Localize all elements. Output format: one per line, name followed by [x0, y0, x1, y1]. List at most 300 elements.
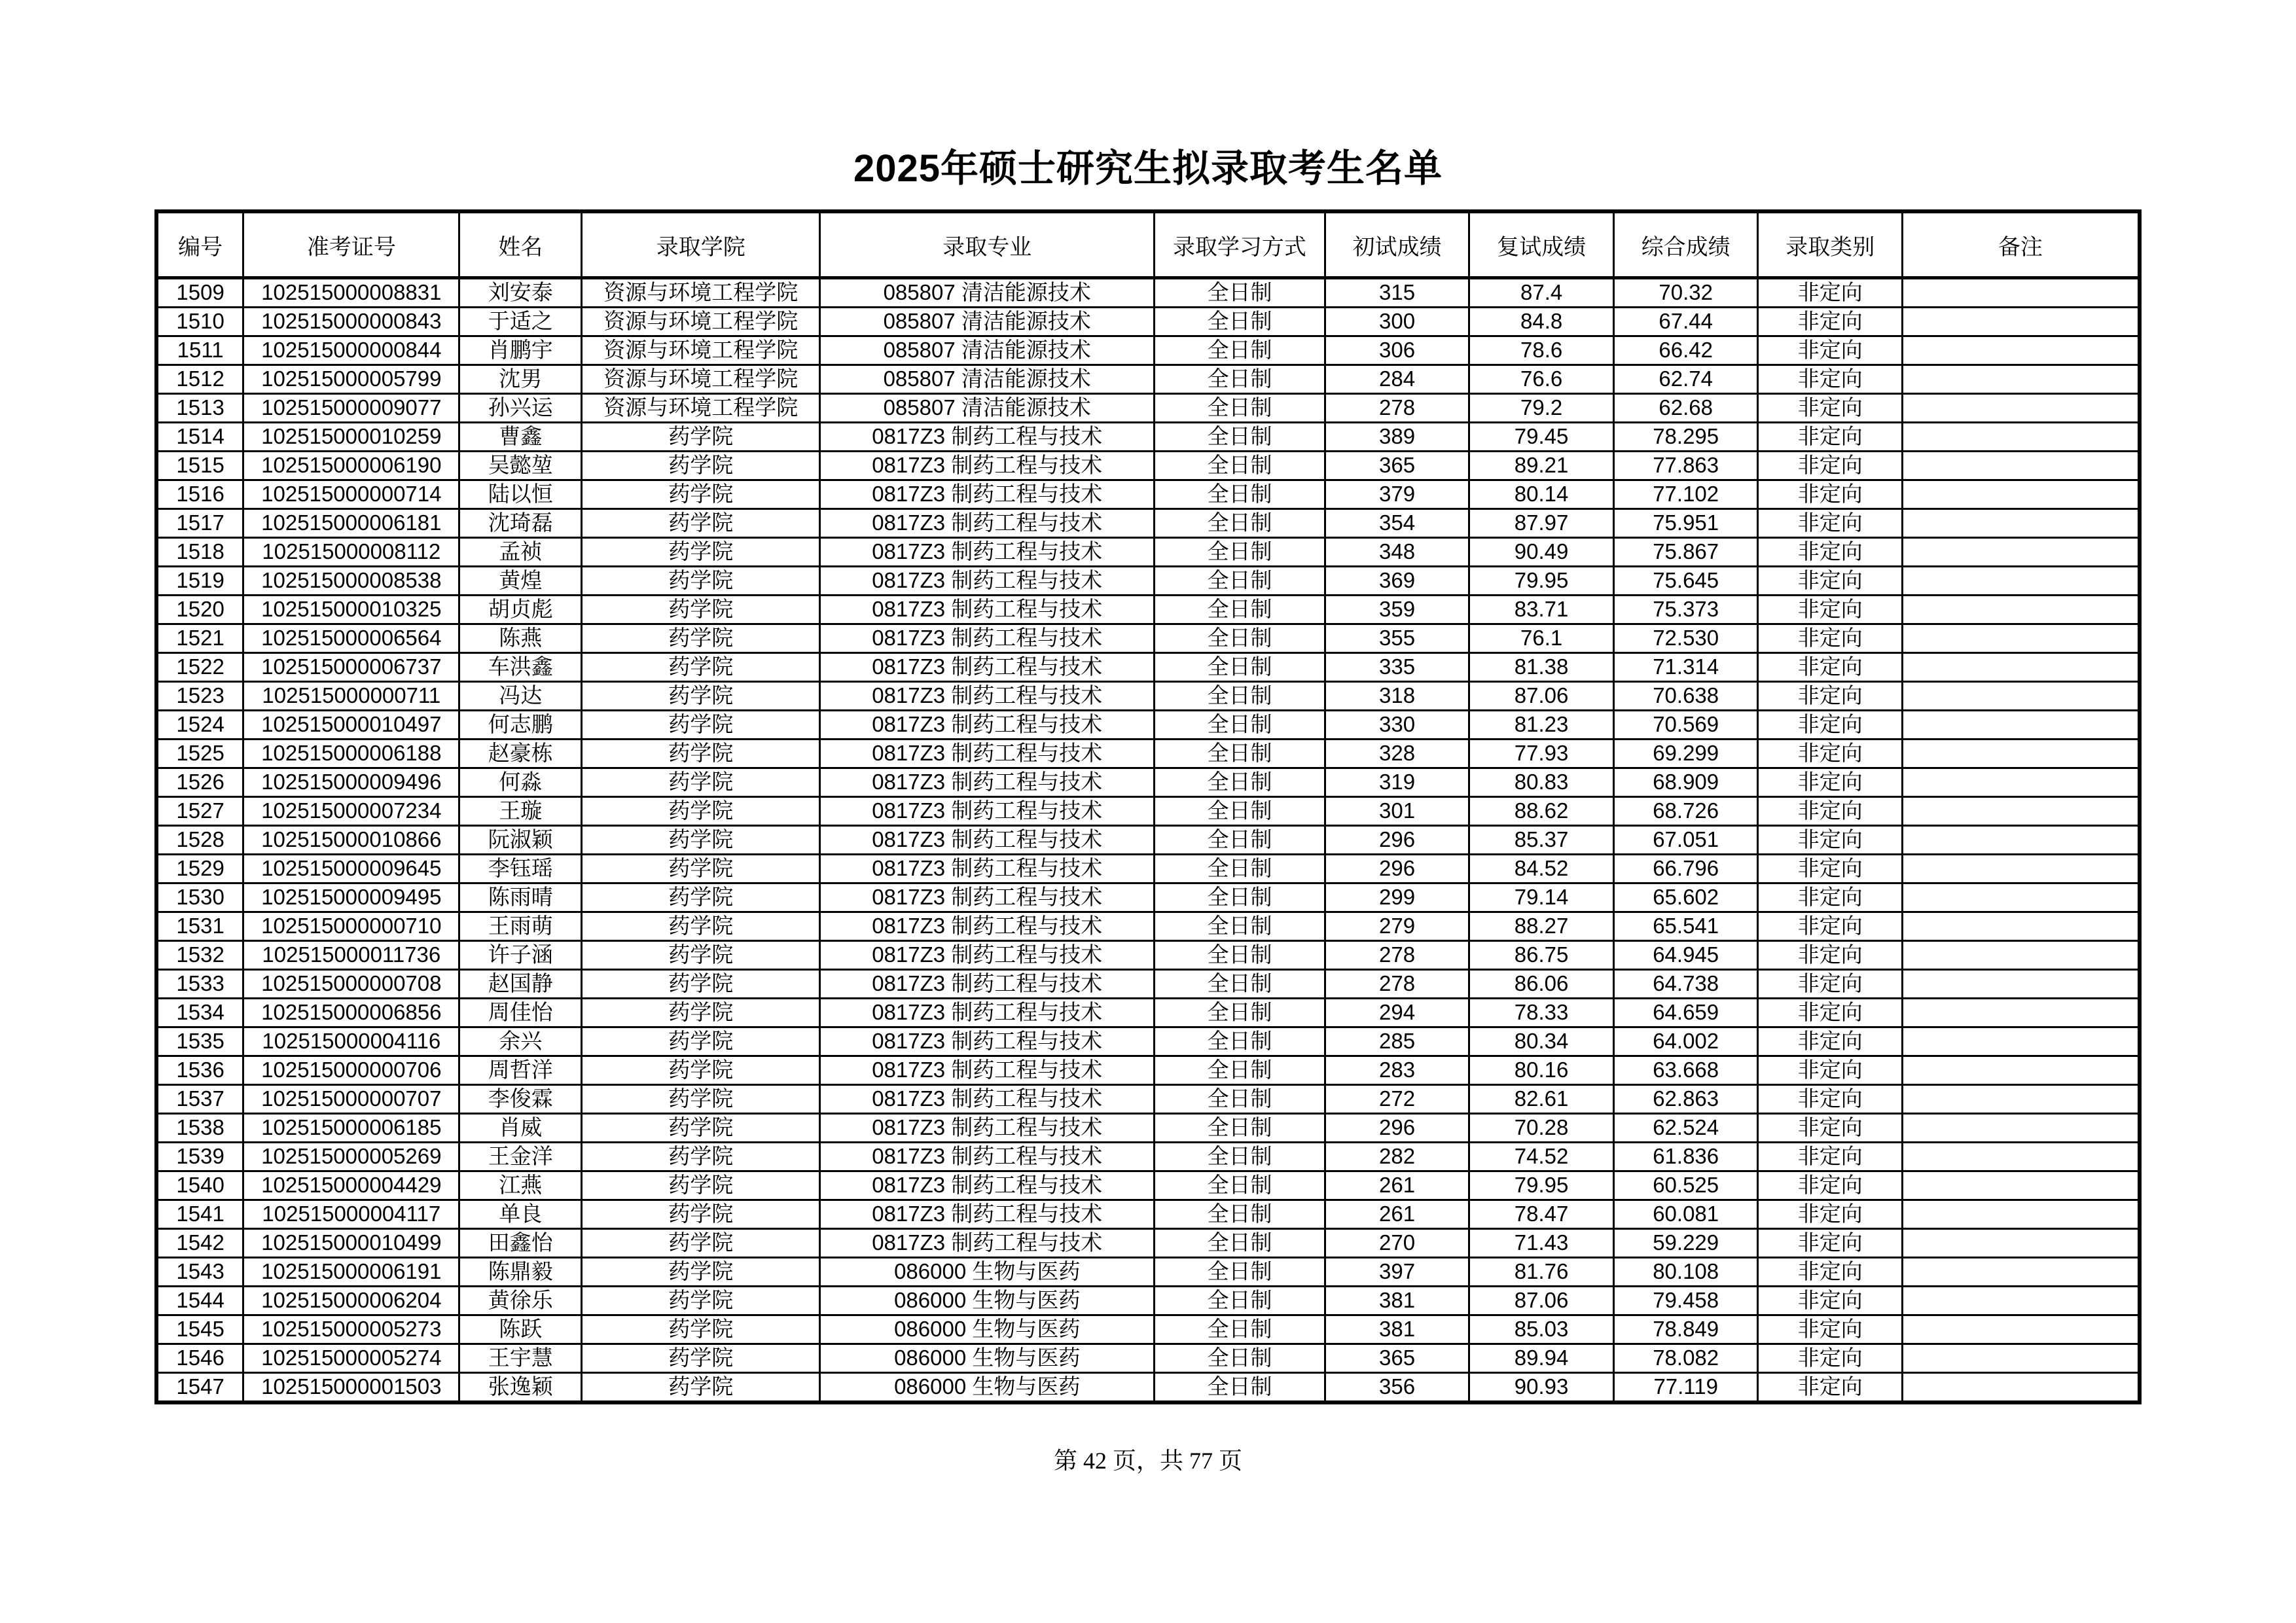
- table-cell: 90.93: [1469, 1373, 1614, 1403]
- table-cell: [1903, 480, 2140, 509]
- table-cell: [1903, 682, 2140, 711]
- table-cell: [1903, 423, 2140, 452]
- table-cell: 0817Z3 制药工程与技术: [820, 653, 1155, 682]
- table-cell: 086000 生物与医药: [820, 1373, 1155, 1403]
- table-cell: [1903, 1200, 2140, 1229]
- table-row: [156, 941, 2140, 970]
- table-cell: 药学院: [582, 1258, 820, 1287]
- table-cell: 王金洋: [459, 1143, 582, 1171]
- table-cell: 085807 清洁能源技术: [820, 278, 1155, 308]
- table-cell: 78.47: [1469, 1200, 1614, 1229]
- table-row: [156, 711, 2140, 740]
- table-cell: 282: [1325, 1143, 1469, 1171]
- table-cell: 102515000004116: [243, 1027, 459, 1056]
- table-cell: 0817Z3 制药工程与技术: [820, 912, 1155, 941]
- table-cell: 294: [1325, 999, 1469, 1027]
- table-cell: 药学院: [582, 970, 820, 999]
- header-cell: 复试成绩: [1469, 211, 1614, 278]
- header-cell: 录取专业: [820, 211, 1155, 278]
- table-cell: 药学院: [582, 1315, 820, 1344]
- table-cell: 335: [1325, 653, 1469, 682]
- table-cell: 315: [1325, 278, 1469, 308]
- table-row: [156, 1258, 2140, 1287]
- table-cell: 药学院: [582, 826, 820, 855]
- table-cell: 全日制: [1155, 480, 1325, 509]
- table-cell: 药学院: [582, 1200, 820, 1229]
- table-cell: 085807 清洁能源技术: [820, 394, 1155, 423]
- table-cell: 黄徐乐: [459, 1287, 582, 1315]
- table-cell: 非定向: [1758, 480, 1903, 509]
- table-row: [156, 624, 2140, 653]
- table-cell: 0817Z3 制药工程与技术: [820, 1200, 1155, 1229]
- table-cell: 非定向: [1758, 336, 1903, 365]
- table-cell: 102515000005274: [243, 1344, 459, 1373]
- table-cell: [1903, 740, 2140, 768]
- table-cell: 全日制: [1155, 970, 1325, 999]
- table-cell: 非定向: [1758, 912, 1903, 941]
- table-cell: 102515000008112: [243, 538, 459, 567]
- table-cell: 0817Z3 制药工程与技术: [820, 1229, 1155, 1258]
- table-cell: 1520: [156, 596, 243, 624]
- table-row: [156, 538, 2140, 567]
- table-cell: 278: [1325, 394, 1469, 423]
- table-cell: 1511: [156, 336, 243, 365]
- table-cell: 药学院: [582, 1143, 820, 1171]
- table-cell: 0817Z3 制药工程与技术: [820, 826, 1155, 855]
- table-cell: [1903, 1027, 2140, 1056]
- table-cell: 085807 清洁能源技术: [820, 365, 1155, 394]
- table-cell: 75.951: [1613, 509, 1758, 538]
- table-cell: 1539: [156, 1143, 243, 1171]
- table-cell: 62.68: [1613, 394, 1758, 423]
- table-cell: 药学院: [582, 711, 820, 740]
- table-cell: 67.051: [1613, 826, 1758, 855]
- table-cell: 87.06: [1469, 1287, 1614, 1315]
- table-cell: 曹鑫: [459, 423, 582, 452]
- table-cell: 于适之: [459, 308, 582, 336]
- table-cell: 全日制: [1155, 538, 1325, 567]
- table-cell: 102515000000714: [243, 480, 459, 509]
- table-cell: 59.229: [1613, 1229, 1758, 1258]
- table-cell: 72.530: [1613, 624, 1758, 653]
- table-cell: 李钰瑶: [459, 855, 582, 883]
- table-cell: 药学院: [582, 1114, 820, 1143]
- table-cell: 0817Z3 制药工程与技术: [820, 596, 1155, 624]
- table-cell: 非定向: [1758, 1056, 1903, 1085]
- table-cell: 非定向: [1758, 1200, 1903, 1229]
- table-cell: 81.23: [1469, 711, 1614, 740]
- table-cell: 102515000009077: [243, 394, 459, 423]
- table-cell: 102515000005269: [243, 1143, 459, 1171]
- table-cell: 1531: [156, 912, 243, 941]
- table-cell: 88.62: [1469, 797, 1614, 826]
- table-cell: 77.863: [1613, 452, 1758, 480]
- table-cell: 79.458: [1613, 1287, 1758, 1315]
- table-cell: 261: [1325, 1200, 1469, 1229]
- table-cell: 85.03: [1469, 1315, 1614, 1344]
- table-cell: 296: [1325, 855, 1469, 883]
- table-cell: 1541: [156, 1200, 243, 1229]
- table-cell: 1536: [156, 1056, 243, 1085]
- table-cell: 何志鹏: [459, 711, 582, 740]
- table-cell: 1523: [156, 682, 243, 711]
- table-cell: 102515000006188: [243, 740, 459, 768]
- table-cell: 余兴: [459, 1027, 582, 1056]
- table-cell: 全日制: [1155, 883, 1325, 912]
- table-row: [156, 826, 2140, 855]
- table-cell: 全日制: [1155, 1143, 1325, 1171]
- header-cell: 备注: [1903, 211, 2140, 278]
- table-cell: 086000 生物与医药: [820, 1344, 1155, 1373]
- table-cell: 非定向: [1758, 596, 1903, 624]
- table-cell: [1903, 1143, 2140, 1171]
- table-cell: 1525: [156, 740, 243, 768]
- table-cell: 0817Z3 制药工程与技术: [820, 423, 1155, 452]
- table-body: [156, 278, 2140, 1403]
- table-cell: 药学院: [582, 509, 820, 538]
- table-cell: 非定向: [1758, 567, 1903, 596]
- table-cell: 80.108: [1613, 1258, 1758, 1287]
- table-cell: 非定向: [1758, 308, 1903, 336]
- table-cell: 非定向: [1758, 538, 1903, 567]
- table-cell: 80.83: [1469, 768, 1614, 797]
- header-cell: 录取类别: [1758, 211, 1903, 278]
- table-cell: 0817Z3 制药工程与技术: [820, 970, 1155, 999]
- table-cell: 药学院: [582, 1373, 820, 1403]
- table-row: [156, 1229, 2140, 1258]
- table-cell: 0817Z3 制药工程与技术: [820, 1056, 1155, 1085]
- table-cell: 孟祯: [459, 538, 582, 567]
- table-cell: [1903, 336, 2140, 365]
- table-cell: 1528: [156, 826, 243, 855]
- table-cell: 78.33: [1469, 999, 1614, 1027]
- table-cell: 279: [1325, 912, 1469, 941]
- table-cell: [1903, 941, 2140, 970]
- page-title: 2025年硕士研究生拟录取考生名单: [853, 147, 1443, 190]
- table-cell: 非定向: [1758, 1287, 1903, 1315]
- table-cell: 60.525: [1613, 1171, 1758, 1200]
- table-cell: 周哲洋: [459, 1056, 582, 1085]
- table-cell: 84.8: [1469, 308, 1614, 336]
- table-cell: 胡贞彪: [459, 596, 582, 624]
- table-cell: 药学院: [582, 596, 820, 624]
- table-cell: [1903, 855, 2140, 883]
- table-cell: 77.102: [1613, 480, 1758, 509]
- table-cell: 261: [1325, 1171, 1469, 1200]
- table-cell: 278: [1325, 941, 1469, 970]
- table-cell: [1903, 365, 2140, 394]
- table-row: [156, 1373, 2140, 1403]
- table-cell: 孙兴运: [459, 394, 582, 423]
- table-cell: 85.37: [1469, 826, 1614, 855]
- table-cell: 吴懿堃: [459, 452, 582, 480]
- table-cell: 非定向: [1758, 1114, 1903, 1143]
- table-cell: 77.119: [1613, 1373, 1758, 1403]
- table-cell: 全日制: [1155, 797, 1325, 826]
- table-cell: 全日制: [1155, 1344, 1325, 1373]
- table-cell: 82.61: [1469, 1085, 1614, 1114]
- table-cell: 1509: [156, 278, 243, 308]
- table-cell: 102515000005799: [243, 365, 459, 394]
- table-cell: 102515000000711: [243, 682, 459, 711]
- table-cell: [1903, 999, 2140, 1027]
- table-cell: 70.28: [1469, 1114, 1614, 1143]
- table-cell: 药学院: [582, 1344, 820, 1373]
- table-cell: 刘安泰: [459, 278, 582, 308]
- table-cell: 非定向: [1758, 1143, 1903, 1171]
- table-cell: [1903, 1344, 2140, 1373]
- table-row: [156, 1114, 2140, 1143]
- table-cell: 102515000000710: [243, 912, 459, 941]
- table-cell: 90.49: [1469, 538, 1614, 567]
- table-cell: 全日制: [1155, 278, 1325, 308]
- table-cell: 沈男: [459, 365, 582, 394]
- table-cell: 全日制: [1155, 567, 1325, 596]
- table-cell: 1510: [156, 308, 243, 336]
- table-cell: 药学院: [582, 941, 820, 970]
- table-cell: 379: [1325, 480, 1469, 509]
- table-cell: 药学院: [582, 768, 820, 797]
- table-cell: 1526: [156, 768, 243, 797]
- table-cell: [1903, 1315, 2140, 1344]
- table-cell: 81.76: [1469, 1258, 1614, 1287]
- table-cell: 76.1: [1469, 624, 1614, 653]
- admission-roster-table: [154, 209, 2142, 1404]
- table-cell: 77.93: [1469, 740, 1614, 768]
- table-cell: 80.16: [1469, 1056, 1614, 1085]
- table-cell: 102515000008538: [243, 567, 459, 596]
- table-row: [156, 452, 2140, 480]
- table-cell: 355: [1325, 624, 1469, 653]
- table-cell: [1903, 1229, 2140, 1258]
- table-cell: [1903, 452, 2140, 480]
- table-cell: 非定向: [1758, 1229, 1903, 1258]
- table-cell: 0817Z3 制药工程与技术: [820, 452, 1155, 480]
- table-cell: 0817Z3 制药工程与技术: [820, 1027, 1155, 1056]
- table-cell: 369: [1325, 567, 1469, 596]
- table-cell: 全日制: [1155, 1114, 1325, 1143]
- table-cell: 陆以恒: [459, 480, 582, 509]
- table-cell: 62.74: [1613, 365, 1758, 394]
- table-row: [156, 509, 2140, 538]
- table-cell: 78.849: [1613, 1315, 1758, 1344]
- table-cell: 88.27: [1469, 912, 1614, 941]
- header-cell: 编号: [156, 211, 243, 278]
- table-cell: 全日制: [1155, 653, 1325, 682]
- table-cell: 64.738: [1613, 970, 1758, 999]
- table-row: [156, 1171, 2140, 1200]
- table-cell: 356: [1325, 1373, 1469, 1403]
- table-cell: 全日制: [1155, 855, 1325, 883]
- table-cell: 66.796: [1613, 855, 1758, 883]
- table-cell: 资源与环境工程学院: [582, 308, 820, 336]
- table-header: [156, 211, 2140, 278]
- table-cell: 0817Z3 制药工程与技术: [820, 740, 1155, 768]
- table-cell: 1521: [156, 624, 243, 653]
- table-cell: 非定向: [1758, 1027, 1903, 1056]
- table-cell: 0817Z3 制药工程与技术: [820, 1114, 1155, 1143]
- table-cell: 1535: [156, 1027, 243, 1056]
- table-cell: [1903, 1056, 2140, 1085]
- table-cell: 资源与环境工程学院: [582, 336, 820, 365]
- table-cell: 0817Z3 制药工程与技术: [820, 1171, 1155, 1200]
- table-cell: 王宇慧: [459, 1344, 582, 1373]
- table-cell: 365: [1325, 1344, 1469, 1373]
- table-cell: 102515000006737: [243, 653, 459, 682]
- table-cell: 药学院: [582, 538, 820, 567]
- table-cell: 301: [1325, 797, 1469, 826]
- table-cell: [1903, 624, 2140, 653]
- table-cell: 阮淑颖: [459, 826, 582, 855]
- table-cell: 83.71: [1469, 596, 1614, 624]
- table-cell: 1542: [156, 1229, 243, 1258]
- table-cell: 1540: [156, 1171, 243, 1200]
- table-cell: 0817Z3 制药工程与技术: [820, 567, 1155, 596]
- table-cell: 102515000010499: [243, 1229, 459, 1258]
- table-cell: 81.38: [1469, 653, 1614, 682]
- table-cell: 78.6: [1469, 336, 1614, 365]
- table-cell: 86.06: [1469, 970, 1614, 999]
- table-cell: 102515000011736: [243, 941, 459, 970]
- header-cell: 综合成绩: [1613, 211, 1758, 278]
- table-cell: 0817Z3 制药工程与技术: [820, 855, 1155, 883]
- table-cell: 75.867: [1613, 538, 1758, 567]
- table-cell: 0817Z3 制药工程与技术: [820, 480, 1155, 509]
- table-cell: 102515000009496: [243, 768, 459, 797]
- table-row: [156, 1056, 2140, 1085]
- table-cell: 1530: [156, 883, 243, 912]
- table-cell: 102515000000707: [243, 1085, 459, 1114]
- table-cell: 65.602: [1613, 883, 1758, 912]
- table-cell: 62.524: [1613, 1114, 1758, 1143]
- table-cell: 非定向: [1758, 1373, 1903, 1403]
- table-cell: 全日制: [1155, 912, 1325, 941]
- table-cell: 65.541: [1613, 912, 1758, 941]
- table-cell: 1547: [156, 1373, 243, 1403]
- table-cell: 张逸颖: [459, 1373, 582, 1403]
- table-cell: 全日制: [1155, 365, 1325, 394]
- table-cell: 非定向: [1758, 394, 1903, 423]
- table-cell: 69.299: [1613, 740, 1758, 768]
- table-cell: 102515000004429: [243, 1171, 459, 1200]
- table-row: [156, 394, 2140, 423]
- table-cell: 80.14: [1469, 480, 1614, 509]
- table-cell: 全日制: [1155, 308, 1325, 336]
- table-cell: 1529: [156, 855, 243, 883]
- table-cell: 赵国静: [459, 970, 582, 999]
- table-cell: 64.002: [1613, 1027, 1758, 1056]
- table-cell: [1903, 308, 2140, 336]
- table-cell: 非定向: [1758, 365, 1903, 394]
- table-cell: 药学院: [582, 1085, 820, 1114]
- table-cell: 278: [1325, 970, 1469, 999]
- table-cell: 0817Z3 制药工程与技术: [820, 682, 1155, 711]
- table-cell: 王雨萌: [459, 912, 582, 941]
- table-cell: 药学院: [582, 1171, 820, 1200]
- table-cell: 全日制: [1155, 826, 1325, 855]
- table-cell: 0817Z3 制药工程与技术: [820, 883, 1155, 912]
- table-cell: 68.726: [1613, 797, 1758, 826]
- table-cell: 非定向: [1758, 423, 1903, 452]
- table-cell: 非定向: [1758, 278, 1903, 308]
- table-cell: 102515000000708: [243, 970, 459, 999]
- table-cell: 全日制: [1155, 1287, 1325, 1315]
- table-cell: 非定向: [1758, 1171, 1903, 1200]
- table-row: [156, 336, 2140, 365]
- table-cell: 药学院: [582, 682, 820, 711]
- table-cell: 79.14: [1469, 883, 1614, 912]
- table-cell: 资源与环境工程学院: [582, 394, 820, 423]
- table-cell: 86.75: [1469, 941, 1614, 970]
- table-cell: 1545: [156, 1315, 243, 1344]
- table-cell: 1512: [156, 365, 243, 394]
- table-cell: 102515000000844: [243, 336, 459, 365]
- table-cell: 田鑫怡: [459, 1229, 582, 1258]
- table-cell: 1544: [156, 1287, 243, 1315]
- table-cell: 0817Z3 制药工程与技术: [820, 538, 1155, 567]
- table-row: [156, 423, 2140, 452]
- table-cell: 何淼: [459, 768, 582, 797]
- table-cell: 冯达: [459, 682, 582, 711]
- table-cell: 药学院: [582, 1229, 820, 1258]
- table-cell: 全日制: [1155, 452, 1325, 480]
- table-cell: 330: [1325, 711, 1469, 740]
- table-cell: 67.44: [1613, 308, 1758, 336]
- table-cell: 0817Z3 制药工程与技术: [820, 1143, 1155, 1171]
- header-cell: 初试成绩: [1325, 211, 1469, 278]
- table-cell: 1534: [156, 999, 243, 1027]
- table-cell: 0817Z3 制药工程与技术: [820, 999, 1155, 1027]
- table-cell: 非定向: [1758, 999, 1903, 1027]
- table-cell: 0817Z3 制药工程与技术: [820, 624, 1155, 653]
- table-row: [156, 596, 2140, 624]
- table-cell: 79.2: [1469, 394, 1614, 423]
- table-row: [156, 1200, 2140, 1229]
- table-row: [156, 1344, 2140, 1373]
- table-cell: 102515000001503: [243, 1373, 459, 1403]
- table-cell: 1518: [156, 538, 243, 567]
- table-cell: 102515000010259: [243, 423, 459, 452]
- table-cell: 药学院: [582, 855, 820, 883]
- table-cell: 300: [1325, 308, 1469, 336]
- table-row: [156, 1287, 2140, 1315]
- table-cell: 71.314: [1613, 653, 1758, 682]
- header-cell: 录取学习方式: [1155, 211, 1325, 278]
- table-cell: 102515000009495: [243, 883, 459, 912]
- table-row: [156, 1315, 2140, 1344]
- table-cell: 全日制: [1155, 1200, 1325, 1229]
- table-cell: 非定向: [1758, 768, 1903, 797]
- table-cell: 药学院: [582, 1056, 820, 1085]
- table-cell: 70.638: [1613, 682, 1758, 711]
- table-row: [156, 365, 2140, 394]
- table-cell: 102515000000706: [243, 1056, 459, 1085]
- table-cell: 381: [1325, 1315, 1469, 1344]
- table-cell: 285: [1325, 1027, 1469, 1056]
- table-cell: 87.97: [1469, 509, 1614, 538]
- table-cell: 全日制: [1155, 711, 1325, 740]
- table-cell: 64.945: [1613, 941, 1758, 970]
- table-cell: 086000 生物与医药: [820, 1287, 1155, 1315]
- table-cell: 102515000004117: [243, 1200, 459, 1229]
- table-cell: 87.06: [1469, 682, 1614, 711]
- table-row: [156, 1143, 2140, 1171]
- table-cell: 陈鼎毅: [459, 1258, 582, 1287]
- table-cell: 非定向: [1758, 1315, 1903, 1344]
- table-row: [156, 567, 2140, 596]
- table-cell: 0817Z3 制药工程与技术: [820, 941, 1155, 970]
- table-cell: 299: [1325, 883, 1469, 912]
